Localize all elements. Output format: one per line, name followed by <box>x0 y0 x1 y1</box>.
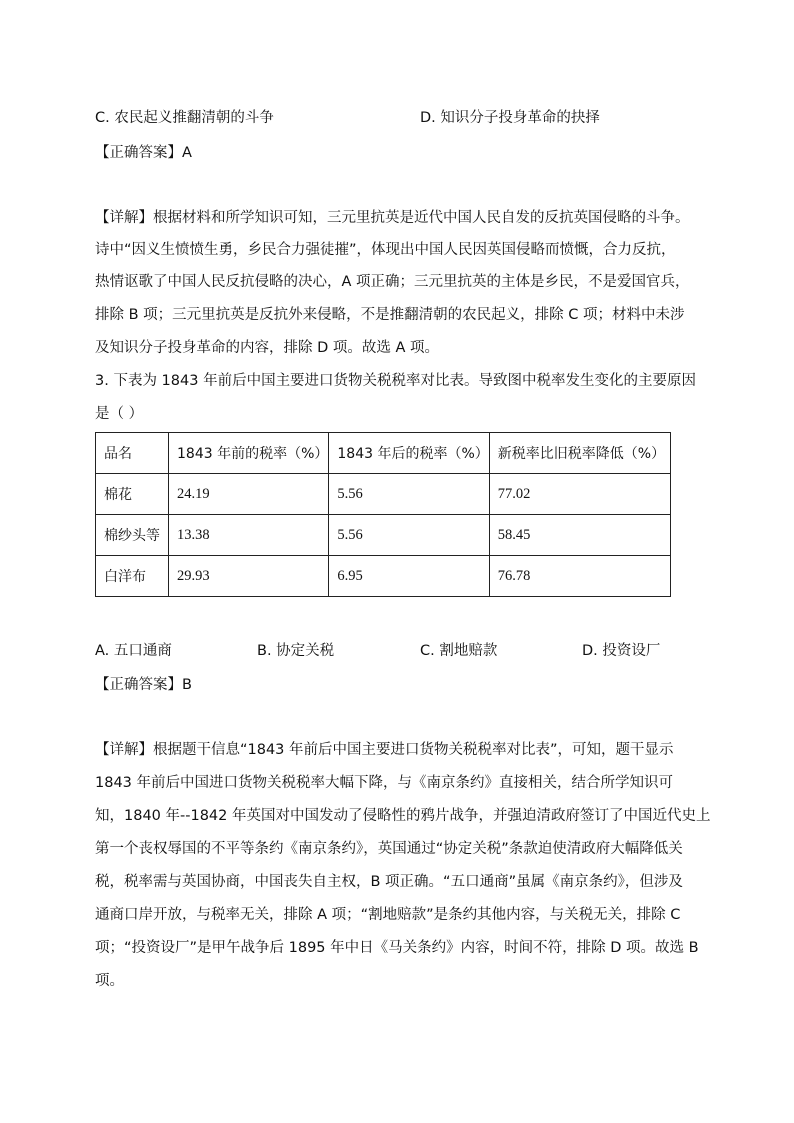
table-cell-value: 77.02 <box>489 474 670 515</box>
q3-option-a: A. 五口通商 <box>95 643 172 659</box>
table-header-cell: 1843 年前的税率（%） <box>169 433 329 474</box>
table-cell-value: 6.95 <box>329 556 489 597</box>
table-cell-item: 白洋布 <box>96 556 169 597</box>
q3-option-d: D. 投资设厂 <box>582 643 661 659</box>
table-cell-value: 29.93 <box>169 556 329 597</box>
q2-explanation-line: 排除 B 项；三元里抗英是反抗外来侵略，不是推翻清朝的农民起义，排除 C 项；材料中未涉 <box>95 307 685 323</box>
q2-explanation-line: 【详解】根据材料和所学知识可知，三元里抗英是近代中国人民自发的反抗英国侵略的斗争。 <box>95 210 690 226</box>
q3-explanation-line: 税，税率需与英国协商，中国丧失自主权，B 项正确。“五口通商”虽属《南京条约》，但涉及 <box>95 874 683 890</box>
q3-explanation-line: 1843 年前后中国进口货物关税税率大幅下降，与《南京条约》直接相关，结合所学知识可 <box>95 775 674 791</box>
table-row <box>96 556 671 597</box>
table-cell-item: 棉纱头等 <box>96 515 169 556</box>
table-header-cell: 1843 年后的税率（%） <box>329 433 489 474</box>
q3-explanation-line: 知，1840 年--1842 年英国对中国发动了侵略性的鸦片战争，并强迫清政府签订了中国近代史上 <box>95 808 711 824</box>
q3-explanation-line: 【详解】根据题干信息“1843 年前后中国主要进口货物关税税率对比表”，可知，题干显示 <box>95 742 674 758</box>
table-cell-value: 5.56 <box>329 515 489 556</box>
q3-option-b: B. 协定关税 <box>257 643 335 659</box>
q2-answer: 【正确答案】A <box>95 145 192 161</box>
table-header-cell: 新税率比旧税率降低（%） <box>489 433 670 474</box>
table-header-row <box>96 433 671 474</box>
q2-explanation-line: 诗中“因义生愤愤生勇，乡民合力强徒摧”，体现出中国人民因英国侵略而愤慨，合力反抗， <box>95 242 676 258</box>
tariff-table <box>95 432 671 597</box>
q2-explanation-line: 及知识分子投身革命的内容，排除 D 项。故选 A 项。 <box>95 340 440 356</box>
q2-explanation-line: 热情讴歌了中国人民反抗侵略的决心，A 项正确；三元里抗英的主体是乡民，不是爱国官兵， <box>95 274 690 290</box>
table-row <box>96 515 671 556</box>
table-cell-value: 5.56 <box>329 474 489 515</box>
q2-option-c: C. 农民起义推翻清朝的斗争 <box>95 110 274 126</box>
table-cell-value: 13.38 <box>169 515 329 556</box>
q3-stem-line: 3. 下表为 1843 年前后中国主要进口货物关税税率对比表。导致图中税率发生变化的主要原因 <box>95 373 697 389</box>
table-cell-item: 棉花 <box>96 474 169 515</box>
table-cell-value: 58.45 <box>489 515 670 556</box>
q3-option-c: C. 割地赔款 <box>420 643 498 659</box>
q3-stem-line: 是（ ） <box>95 406 144 422</box>
q3-explanation-line: 项。 <box>95 973 124 989</box>
q3-answer: 【正确答案】B <box>95 677 192 693</box>
table-header-cell: 品名 <box>96 433 169 474</box>
q2-option-d: D. 知识分子投身革命的抉择 <box>420 110 600 126</box>
q3-explanation-line: 项；“投资设厂”是甲午战争后 1895 年中日《马关条约》内容，时间不符，排除 D 项。故选 B <box>95 940 699 956</box>
table-row <box>96 474 671 515</box>
table-cell-value: 76.78 <box>489 556 670 597</box>
table-cell-value: 24.19 <box>169 474 329 515</box>
q3-explanation-line: 第一个丧权辱国的不平等条约《南京条约》，英国通过“协定关税”条款迫使清政府大幅降低关 <box>95 841 683 857</box>
q3-explanation-line: 通商口岸开放，与税率无关，排除 A 项；“割地赔款”是条约其他内容，与关税无关，排除 C <box>95 907 681 923</box>
